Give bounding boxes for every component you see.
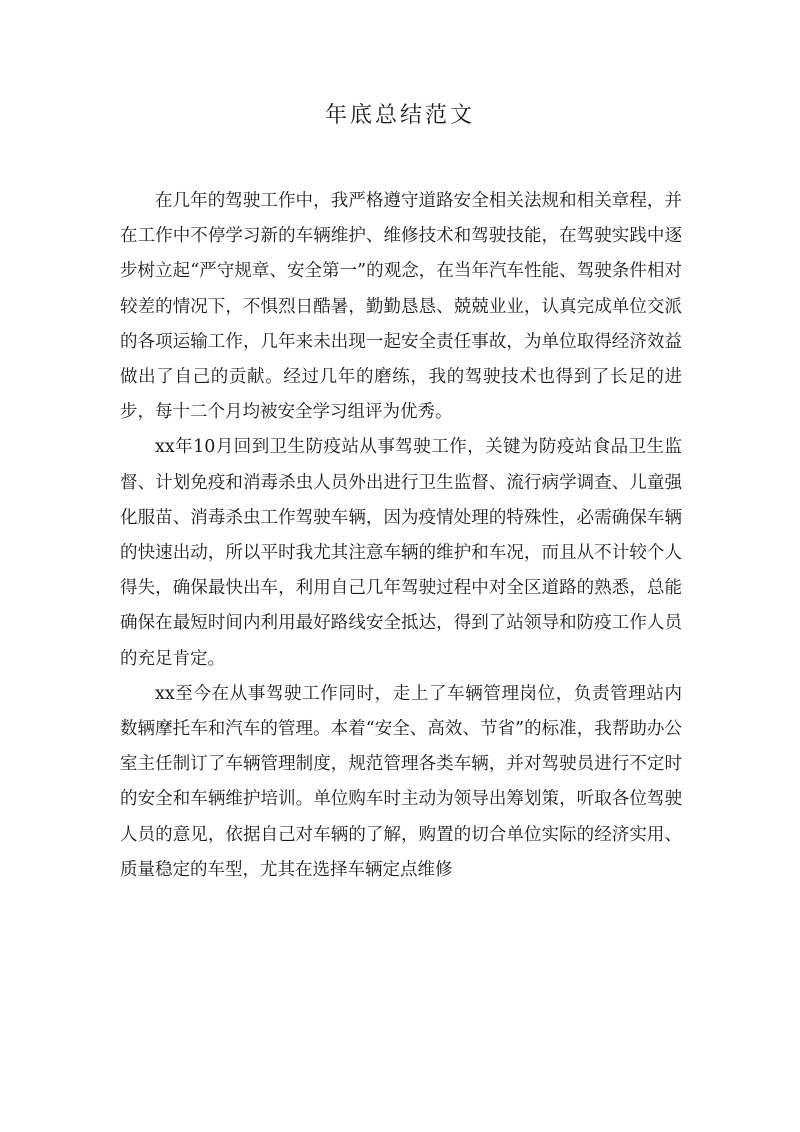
paragraph: xx年10月回到卫生防疫站从事驾驶工作，关键为防疫站食品卫生监督、计划免疫和消毒杀虫人员外出进行卫生监督、流行病学调查、儿童强化服苗、消毒杀虫工作驾驶车辆，因为疫情处理的特殊性，必需确保车辆的快速出动，所以平时我尤其注意车辆的维护和车况，而且从不计较个人得失，确保最快出车，利用自己几年驾驶过程中对全区道路的熟悉，总能确保在最短时间内利用最好路线安全抵达，得到了站领导和防疫工作人员的充足肯定。 (120, 437, 682, 669)
document-body (120, 184, 682, 888)
document-title: 年底总结范文 (324, 103, 475, 128)
paragraph: xx至今在从事驾驶工作同时，走上了车辆管理岗位，负责管理站内数辆摩托车和汽车的管理。本着“安全、高效、节省”的标准，我帮助办公室主任制订了车辆管理制度，规范管理各类车辆，并对驾驶员进行不定时的安全和车辆维护培训。单位购车时主动为领导出筹划策，听取各位驾驶人员的意见，依据自己对车辆的了解，购置的切合单位实际的经济实用、质量稳定的车型，尤其在选择车辆定点维修 (120, 683, 682, 880)
paragraph: 在几年的驾驶工作中，我严格遵守道路安全相关法规和相关章程，并在工作中不停学习新的车辆维护、维修技术和驾驶技能，在驾驶实践中逐步树立起“严守规章、安全第一”的观念，在当年汽车性能、驾驶条件相对较差的情况下，不惧烈日酷暑，勤勤恳恳、兢兢业业，认真完成单位交派的各项运输工作，几年来未出现一起安全责任事故，为单位取得经济效益做出了自己的贡献。经过几年的磨练，我的驾驶技术也得到了长足的进步，每十二个月均被安全学习组评为优秀。 (120, 191, 682, 423)
